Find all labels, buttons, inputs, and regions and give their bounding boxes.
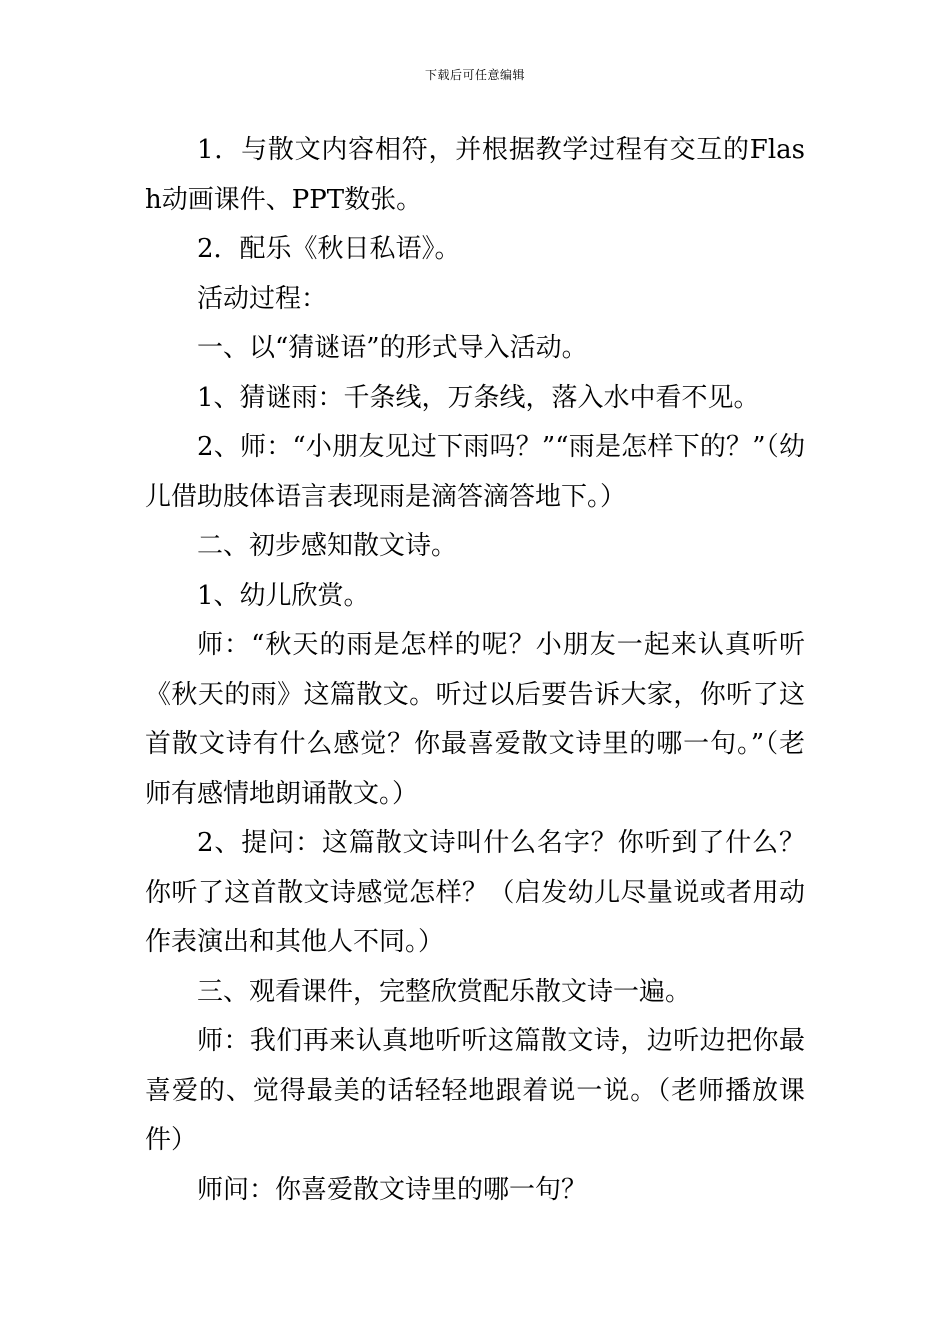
- document-body: [145, 126, 805, 1215]
- paragraph-questions: 2、提问：这篇散文诗叫什么名字？你听到了什么？你听了这首散文诗感觉怎样？（启发幼儿尽量说或者用动作表演出和其他人不同。）: [145, 828, 805, 957]
- paragraph-appreciation: 1、幼儿欣赏。: [197, 580, 370, 611]
- paragraph-process-heading: 活动过程：: [197, 283, 328, 314]
- paragraph-materials-1: 1．与散文内容相符，并根据教学过程有交互的Flash动画课件、PPT数张。: [145, 135, 805, 215]
- paragraph-materials-2: 2．配乐《秋日私语》。: [197, 234, 461, 264]
- paragraph-listen-again: 师：我们再来认真地听听这篇散文诗，边听边把你最喜爱的、觉得最美的话轻轻地跟着说一说。（老师播放课件）: [145, 1026, 805, 1155]
- paragraph-riddle: 1、猜谜雨：千条线，万条线，落入水中看不见。: [197, 382, 760, 413]
- paragraph-teacher-asks: 师问：你喜爱散文诗里的哪一句？: [197, 1174, 588, 1205]
- page-header: 下载后可任意编辑: [424, 68, 525, 82]
- paragraph-teacher-question: 2、师：“小朋友见过下雨吗？”“雨是怎样下的？”（幼儿借助肢体语言表现雨是滴答滴答地下。）: [145, 432, 805, 512]
- paragraph-section-3-heading: 三、观看课件，完整欣赏配乐散文诗一遍。: [197, 976, 692, 1007]
- paragraph-section-1-heading: 一、以“猜谜语”的形式导入活动。: [197, 333, 588, 363]
- paragraph-teacher-reading: 师：“秋天的雨是怎样的呢？小朋友一起来认真听听《秋天的雨》这篇散文。听过以后要告诉大家，你听了这首散文诗有什么感觉？你最喜爱散文诗里的哪一句。”（老师有感情地朗诵散文。）: [145, 630, 805, 809]
- paragraph-section-2-heading: 二、初步感知散文诗。: [197, 531, 458, 561]
